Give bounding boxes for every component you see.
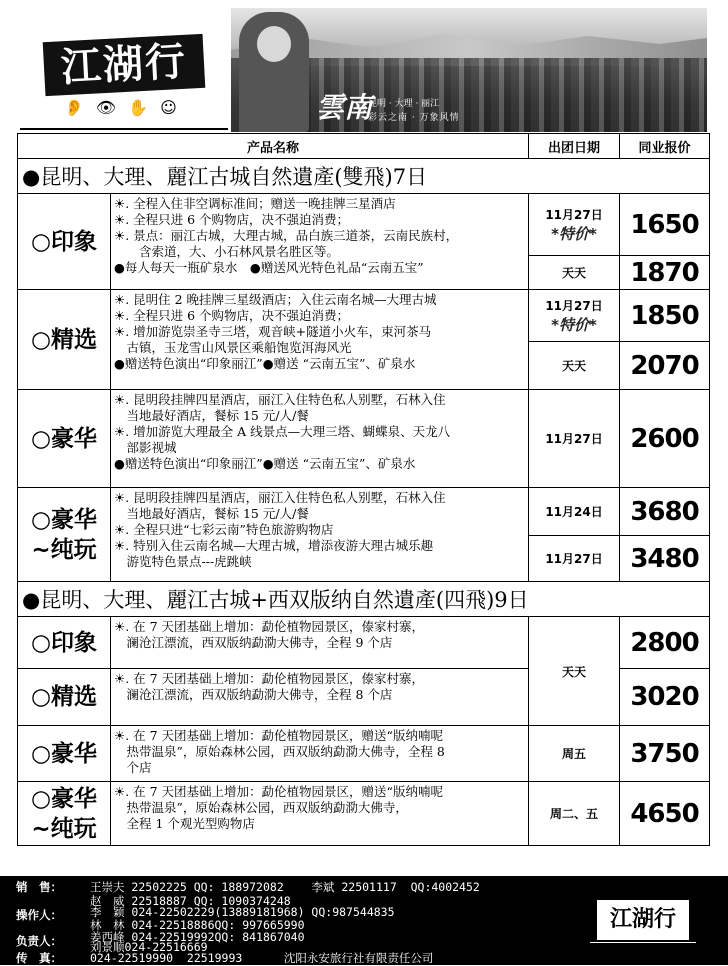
sales-contact: 赵 威 22518887 QQ: 1090374248 xyxy=(90,894,291,908)
price: 2800 xyxy=(620,617,710,669)
tour-description xyxy=(111,669,529,726)
tour-description xyxy=(111,290,529,390)
desc-line: 游览特色景点---虎跳峡 xyxy=(114,554,252,569)
desc-line: 古镇，玉龙雪山风景区乘船饱览洱海风光 xyxy=(114,340,352,355)
grade-suffix: ~纯玩 xyxy=(31,536,97,563)
desc-line: ☀. 全程只进“七彩云南”特色旅游购物店 xyxy=(114,522,334,537)
price: 3680 xyxy=(620,488,710,536)
footer-logo-underline xyxy=(590,942,696,943)
table-row xyxy=(18,390,710,488)
table-row xyxy=(18,488,710,536)
senses-icons: 👂👁✋☺ xyxy=(64,98,189,117)
tour-description xyxy=(111,726,529,782)
departure-date xyxy=(529,194,620,256)
desc-line: ☀. 景点：丽江古城，大理古城，品白族三道茶，云南民族村， xyxy=(114,228,459,243)
tour-description xyxy=(111,390,529,488)
price: 3750 xyxy=(620,726,710,782)
desc-line: 个店 xyxy=(114,760,152,775)
tour-description xyxy=(111,782,529,846)
grade-label: ○精选 xyxy=(18,669,111,726)
grade-label: ○印象 xyxy=(18,194,111,290)
photo-subtitle: 昆明 · 大理 · 丽江 xyxy=(368,99,440,109)
date-text: 11月27日 xyxy=(545,298,603,313)
desc-line: ☀. 全程入住非空调标准间；赠送一晚挂牌三星酒店 xyxy=(114,196,396,211)
departure-date: 11月27日 xyxy=(529,390,620,488)
desc-line: 当地最好酒店，餐标 15 元/人/餐 xyxy=(114,506,309,521)
table-header-row xyxy=(18,134,710,159)
grade-label: ○印象 xyxy=(18,617,111,669)
operator-contact: 林 林 024-22518886QQ: 997665990 xyxy=(90,918,305,932)
table-row xyxy=(18,726,710,782)
desc-line: ●赠送特色演出“印象丽江”●赠送 “云南五宝”、矿泉水 xyxy=(114,456,416,471)
grade-label: ○精选 xyxy=(18,290,111,390)
photo-title: 雲南 xyxy=(316,91,373,124)
contact-footer xyxy=(0,876,728,965)
header-product: 产品名称 xyxy=(18,134,529,159)
tour-description xyxy=(111,488,529,582)
desc-line: 全程 1 个观光型购物店 xyxy=(114,816,255,831)
brand-logo-block xyxy=(20,18,228,130)
desc-line: ☀. 在 7 天团基础上增加：勐伦植物园景区，赠送“版纳喃呢 xyxy=(114,784,443,799)
price: 4650 xyxy=(620,782,710,846)
tour-description xyxy=(111,617,529,669)
table-row xyxy=(18,617,710,669)
header xyxy=(0,0,728,133)
departure-date: 天天 xyxy=(529,256,620,290)
tour-price-table xyxy=(17,133,710,846)
desc-line: 澜沧江漂流，西双版纳勐泐大佛寺，全程 8 个店 xyxy=(114,687,393,702)
section-row xyxy=(18,582,710,617)
departure-date: 天天 xyxy=(529,342,620,390)
manager-label: 负责人： xyxy=(16,934,62,948)
price: 3020 xyxy=(620,669,710,726)
grade-label xyxy=(18,488,111,582)
table-row xyxy=(18,782,710,846)
grade-text: ○豪华 xyxy=(30,506,98,533)
footer-logo: 江湖行 xyxy=(597,900,689,940)
photo-slogan: 彩云之南 · 万象风情 xyxy=(368,113,460,123)
section-title-9day: ●昆明、大理、麗江古城+西双版纳自然遺產(四飛)9日 xyxy=(18,582,710,617)
price: 1650 xyxy=(620,194,710,256)
manager-contact: 刘景顺024-22516669 xyxy=(90,940,208,954)
manager-contact: 姜西峰 024-22519992QQ: 841867040 xyxy=(90,930,305,944)
brand-logo: 江湖行 xyxy=(43,34,206,96)
grade-suffix: ~纯玩 xyxy=(31,815,97,842)
desc-line: ☀. 在 7 天团基础上增加：勐伦植物园景区，傣家村寨， xyxy=(114,671,425,686)
desc-line: ☀. 增加游览大理最全 A 线景点—大理三塔、蝴蝶泉、天龙八 xyxy=(114,424,451,439)
desc-line: ☀. 昆明住 2 晚挂牌三星级酒店；入住云南名城—大理古城 xyxy=(114,292,437,307)
price: 2070 xyxy=(620,342,710,390)
desc-line: 澜沧江漂流，西双版纳勐泐大佛寺，全程 9 个店 xyxy=(114,635,393,650)
table-row xyxy=(18,290,710,342)
grade-text: ○豪华 xyxy=(30,785,98,812)
operator-label: 操作人： xyxy=(16,908,62,922)
desc-line: ☀. 全程只进 6 个购物店，决不强迫消费； xyxy=(114,308,350,323)
desc-line: ☀. 昆明段挂牌四星酒店，丽江入住特色私人别墅，石林入住 xyxy=(114,392,446,407)
departure-date: 11月24日 xyxy=(529,488,620,536)
price: 3480 xyxy=(620,536,710,582)
sales-label: 销 售： xyxy=(16,880,62,894)
yunnan-photo-banner xyxy=(231,8,707,132)
desc-line: ☀. 特别入住云南名城—大理古城，增添夜游大理古城乐趣 xyxy=(114,538,434,553)
header-date: 出团日期 xyxy=(529,134,620,159)
departure-date: 11月27日 xyxy=(529,536,620,582)
desc-line: 热带温泉”，原始森林公园，西双版纳勐泐大佛寺， xyxy=(114,800,408,815)
desc-line: 含索道，大、小石林风景名胜区等。 xyxy=(114,244,340,259)
desc-line: ☀. 昆明段挂牌四星酒店，丽江入住特色私人别墅，石林入住 xyxy=(114,490,446,505)
desc-line: ●赠送特色演出“印象丽江”●赠送 “云南五宝”、矿泉水 xyxy=(114,356,416,371)
desc-line: ☀. 增加游览崇圣寺三塔，观音峡+隧道小火车，束河茶马 xyxy=(114,324,432,339)
desc-line: 热带温泉”，原始森林公园，西双版纳勐泐大佛寺，全程 8 xyxy=(114,744,445,759)
desc-line: ☀. 全程只进 6 个购物店，决不强迫消费； xyxy=(114,212,350,227)
date-text: 11月27日 xyxy=(545,207,603,222)
price: 1850 xyxy=(620,290,710,342)
departure-date xyxy=(529,290,620,342)
section-title-7day: ●昆明、大理、麗江古城自然遺產(雙飛)7日 xyxy=(18,159,710,194)
desc-line: 部影视城 xyxy=(114,440,177,455)
operator-contact: 李 颖 024-22502229(13889181968) QQ:987544835 xyxy=(90,905,395,919)
grade-label: ○豪华 xyxy=(18,726,111,782)
desc-line: ●每人每天一瓶矿泉水 ●赠送风光特色礼品“云南五宝” xyxy=(114,260,424,275)
fax-number: 024-22519990 22519993 沈阳永安旅行社有限责任公司 xyxy=(90,951,434,965)
departure-date: 周二、五 xyxy=(529,782,620,846)
departure-date: 周五 xyxy=(529,726,620,782)
grade-label: ○豪华 xyxy=(18,390,111,488)
desc-line: ☀. 在 7 天团基础上增加：勐伦植物园景区，傣家村寨， xyxy=(114,619,425,634)
grade-label xyxy=(18,782,111,846)
special-offer-tag: *特价* xyxy=(551,224,597,243)
special-offer-tag: *特价* xyxy=(551,315,597,334)
desc-line: 当地最好酒店，餐标 15 元/人/餐 xyxy=(114,408,309,423)
table-row xyxy=(18,194,710,256)
price: 2600 xyxy=(620,390,710,488)
desc-line: ☀. 在 7 天团基础上增加：勐伦植物园景区，赠送“版纳喃呢 xyxy=(114,728,443,743)
section-row xyxy=(18,159,710,194)
fax-label: 传 真： xyxy=(16,951,62,965)
sales-contact: 王崇夫 22502225 QQ: 188972082 李斌 22501117 QQ:4002452 xyxy=(90,880,480,894)
header-price: 同业报价 xyxy=(620,134,710,159)
departure-date: 天天 xyxy=(529,617,620,726)
naxi-woman-figure xyxy=(239,12,309,132)
price: 1870 xyxy=(620,256,710,290)
tour-description xyxy=(111,194,529,290)
